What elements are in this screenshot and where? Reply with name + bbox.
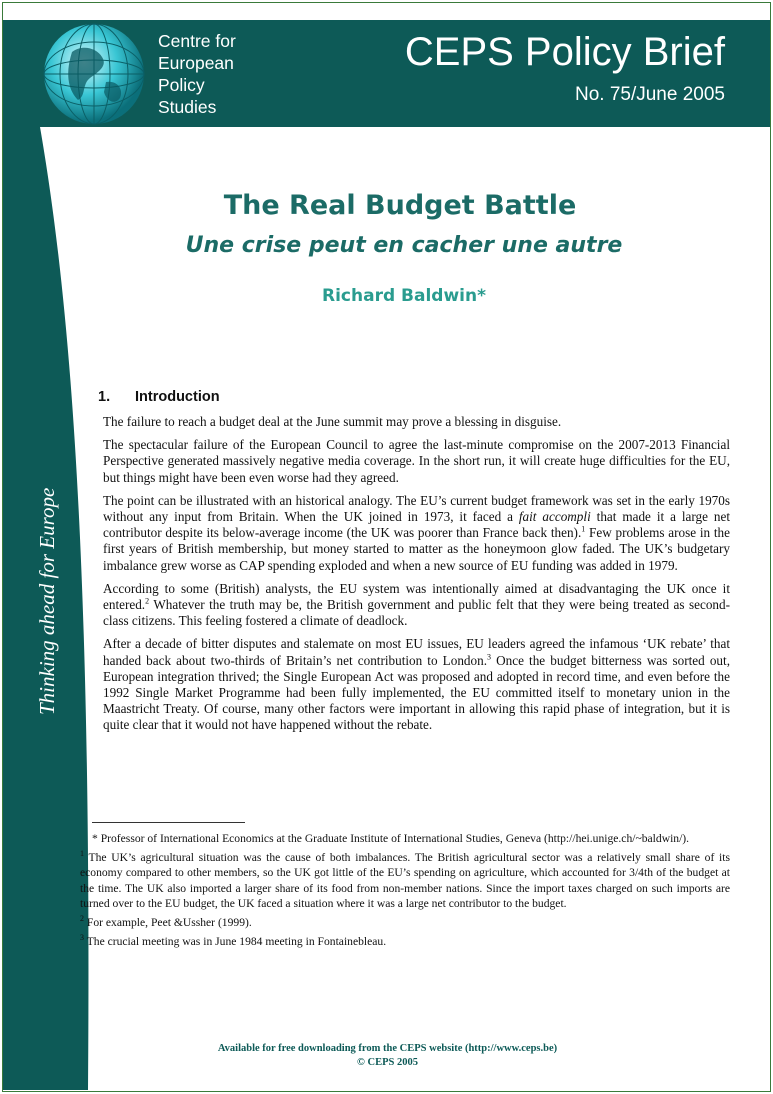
footnote-ref[interactable]: 3	[487, 652, 491, 662]
page-footer	[100, 1042, 675, 1070]
footnote-mark: 2	[80, 914, 84, 924]
globe-icon	[42, 22, 146, 126]
footnotes	[80, 831, 730, 953]
footnote-ref[interactable]: 2	[145, 596, 150, 606]
footnote-ref[interactable]: 1	[581, 524, 586, 534]
tagline-text: Thinking ahead for Europe	[35, 487, 59, 715]
paragraph-text: Once the budget bitterness was sorted out, European integration thrived; the Single European Act was proposed and adopted in record time, and even before the 1992 Single Market Programme had been fully implemented, the EU committed itself to monetary union in the Maastricht Treaty. Of course, many other factors were important in allowing this rapid phase of integration, but it is quite clear that it would not have happened without the rebate.	[103, 652, 730, 733]
section-number: 1.	[98, 389, 111, 405]
footnote-mark: 1	[80, 849, 84, 859]
copyright: © CEPS 2005	[357, 1057, 418, 1068]
centre-line: Centre for	[158, 31, 236, 51]
paragraph-text: According to some (British) analysts, the EU system was intentionally aimed at disadvantaging the UK once it entered.	[103, 580, 730, 613]
paragraph: The failure to reach a budget deal at the June summit may prove a blessing in disguise.	[103, 414, 562, 429]
footnote-text: For example, Peet &Ussher (1999).	[84, 916, 252, 930]
emphasis-text: fait accompli	[518, 509, 591, 525]
centre-name	[158, 30, 236, 118]
footnote-text: The UK’s agricultural situation was the cause of both imbalances. The British agricultural sector was a relatively small share of its economy compared to other members, so the UK got little of the EU’s spending on agriculture, which accounted for 3/4th of the budget at the time. The UK also imported a larger share of its food from non-member nations. Since the import taxes charged on such imports are turned over to the EU budget, the UK faced a situation where it was a large net contributor to the budget.	[80, 851, 730, 910]
footnote-text: The crucial meeting was in June 1984 meeting in Fontainebleau.	[84, 935, 387, 949]
paragraph	[103, 581, 730, 630]
footnote-author: * Professor of International Economics at the Graduate Institute of International Studies, Geneva (http://hei.unige.ch/~baldwin/).	[92, 832, 690, 845]
footnote	[80, 934, 730, 949]
document-title: The Real Budget Battle	[223, 190, 577, 221]
footnote	[80, 915, 730, 930]
footnote	[80, 850, 730, 911]
centre-line: European	[158, 53, 234, 73]
paragraph	[103, 636, 730, 733]
paragraph-text: After a decade of bitter disputes and stalemate on most EU issues, EU leaders agreed the infamous ‘UK rebate’ that handed back about two-thirds of Britain’s net contribution to London.	[103, 636, 730, 668]
footnote-divider	[92, 822, 245, 823]
paragraph-text: Whatever the truth may be, the British government and public felt that they were being treated as second-class citizens. This feeling fostered a climate of deadlock.	[103, 597, 730, 629]
section-title: Introduction	[135, 389, 220, 405]
body-text	[103, 414, 730, 741]
section-heading	[98, 389, 220, 405]
download-notice[interactable]: Available for free downloading from the CEPS website (http://www.ceps.be)	[217, 1043, 558, 1054]
paragraph: The spectacular failure of the European Council to agree the last-minute compromise on the 2007-2013 Financial Perspective generated massively negative media coverage. In the short run, it will create huge difficulties for the EU, but things might have been even worse had they agreed.	[103, 437, 730, 485]
paragraph-text: that made it a large net contributor despite its below-average income (the UK was poorer than France back then).	[103, 509, 730, 541]
centre-line: Studies	[158, 97, 217, 117]
footnote-mark: 3	[80, 933, 84, 943]
paragraph-text: Few problems arose in the first years of British membership, but money started to matter as the honeymoon glow faded. The UK’s budgetary imbalance grew worse as CAP spending exploded and when a new source of EU funding was added in 1979.	[103, 525, 731, 573]
brief-number: No. 75/June 2005	[574, 84, 725, 105]
paragraph-text: The point can be illustrated with an historical analogy. The EU’s current budget framework was set in the early 1970s without any input from Britain. When the UK joined in 1973, it faced a	[103, 492, 730, 525]
centre-line: Policy	[158, 75, 205, 95]
author-name: Richard Baldwin*	[322, 286, 486, 306]
paragraph	[103, 493, 730, 574]
document-subtitle: Une crise peut en cacher une autre	[185, 233, 623, 258]
brief-title: CEPS Policy Brief	[404, 30, 725, 74]
